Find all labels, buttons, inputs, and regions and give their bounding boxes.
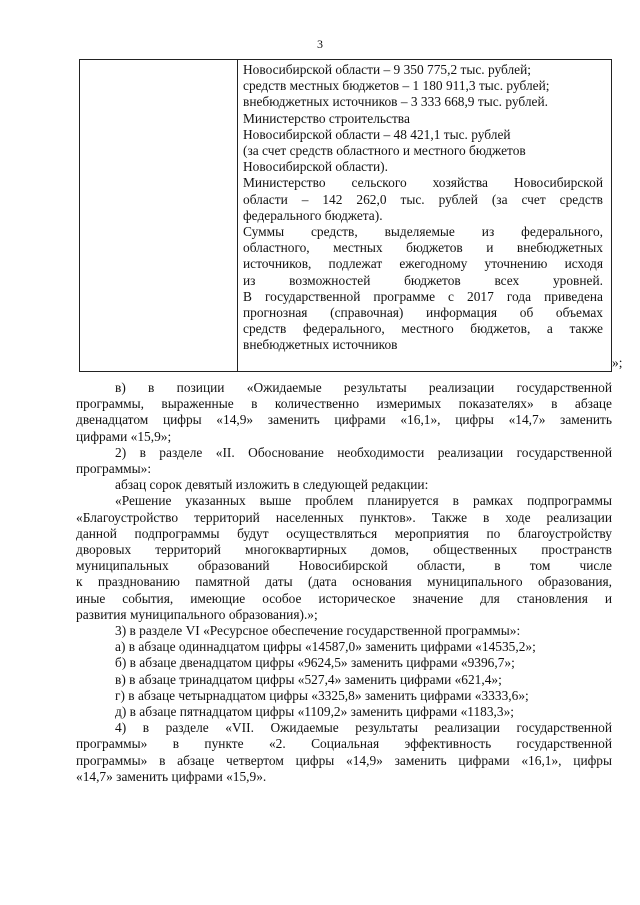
cell-line: внебюджетных источников: [243, 337, 398, 353]
cell-line: федерального бюджета).: [243, 207, 383, 223]
closing-quote: »;: [612, 355, 623, 370]
body-line: а) в абзаце одиннадцатом цифры «14587,0» заменить цифрами «14535,2»;: [115, 639, 536, 655]
body-line: программы, выраженные в количественно измеримых показателях» в абзаце: [76, 396, 612, 412]
body-line: 3) в разделе VI «Ресурсное обеспечение государственной программы»:: [115, 623, 521, 639]
cell-line: прогнозная (справочная) информация об объемах: [243, 305, 603, 321]
cell-line: источников, подлежат ежегодному уточнению исходя: [243, 256, 603, 272]
body-line: б) в абзаце двенадцатом цифры «9624,5» заменить цифрами «9396,7»;: [115, 655, 515, 671]
cell-line: Новосибирской области – 48 421,1 тыс. рублей: [243, 126, 511, 142]
body-line: программы» в пункте «2. Социальная эффективность государственной: [76, 736, 612, 752]
cell-line: Суммы средств, выделяемые из федерального,: [243, 224, 603, 240]
cell-line: из возможностей бюджетов всех уровней.: [243, 272, 603, 288]
page-number: 3: [317, 37, 323, 51]
body-line: программы»:: [76, 461, 152, 477]
cell-line: Новосибирской области – 9 350 775,2 тыс. рублей;: [243, 62, 532, 77]
cell-line: Новосибирской области).: [243, 159, 388, 175]
table-cell-text: [243, 62, 603, 354]
body-line: в) в абзаце тринадцатом цифры «527,4» заменить цифрами «621,4»;: [115, 671, 502, 687]
body-line: развития муниципального образования).»;: [76, 606, 318, 622]
cell-line: средств местных бюджетов – 1 180 911,3 тыс. рублей;: [243, 78, 550, 94]
cell-line: В государственной программе с 2017 года приведена: [243, 288, 603, 304]
body-line: г) в абзаце четырнадцатом цифры «3325,8» заменить цифрами «3333,6»;: [115, 687, 529, 703]
body-line: программы» в абзаце четвертом цифры «14,9» заменить цифрами «16,1», цифры: [76, 752, 612, 768]
body-line: в) в позиции «Ожидаемые результаты реализации государственной: [115, 380, 612, 395]
body-line: «14,7» заменить цифрами «15,9».: [76, 768, 267, 784]
body-line: к празднованию памятной даты (дата основания муниципального образования,: [76, 574, 612, 590]
body-line: абзац сорок девятый изложить в следующей редакции:: [115, 477, 429, 493]
cell-line: области – 142 262,0 тыс. рублей (за счет средств: [243, 191, 603, 207]
cell-line: Министерство сельского хозяйства Новосибирской: [243, 175, 603, 191]
body-line: цифрами «15,9»;: [76, 428, 172, 444]
body-line: «Благоустройство территорий населенных пунктов». Также в ходе реализации: [76, 509, 612, 525]
body-line: «Решение указанных выше проблем планируется в рамках подпрограммы: [115, 493, 612, 509]
document-body: [76, 380, 612, 785]
body-line: данной подпрограммы будут осуществляться мероприятия по благоустройству: [76, 525, 612, 541]
table-column-divider: [237, 60, 238, 371]
cell-line: (за счет средств областного и местного бюджетов: [243, 143, 526, 159]
body-line: муниципальных образований Новосибирской области, в том числе: [76, 558, 612, 574]
cell-line: Министерство строительства: [243, 110, 410, 126]
body-line: 2) в разделе «II. Обоснование необходимости реализации государственной: [115, 444, 612, 460]
body-line: 4) в разделе «VII. Ожидаемые результаты реализации государственной: [115, 720, 612, 736]
cell-line: внебюджетных источников – 3 333 668,9 тыс. рублей.: [243, 94, 548, 110]
body-line: двенадцатом цифры «14,9» заменить цифрами «16,1», цифры «14,7» заменить: [76, 412, 612, 428]
body-line: д) в абзаце пятнадцатом цифры «1109,2» заменить цифрами «1183,3»;: [115, 704, 515, 720]
body-line: дворовых территорий многоквартирных домов, общественных пространств: [76, 542, 612, 558]
body-line: иные события, имеющие особое историческое значение для становления и: [76, 590, 612, 606]
cell-line: областного, местных бюджетов и внебюджетных: [243, 240, 603, 256]
cell-line: средств федерального, местного бюджетов, а также: [243, 321, 603, 337]
resources-table: [79, 59, 612, 372]
